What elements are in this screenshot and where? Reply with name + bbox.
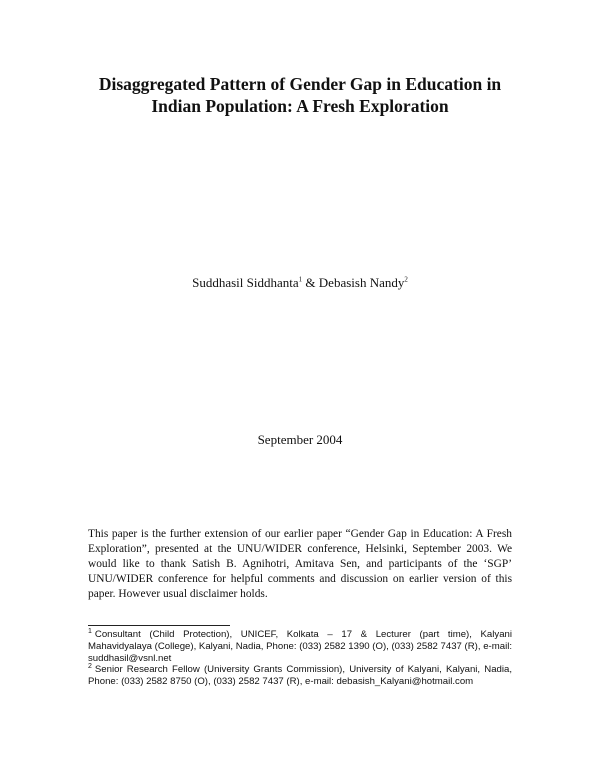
paper-title (60, 73, 540, 117)
author-2-footnote-mark[interactable]: 2 (404, 275, 408, 284)
author-1-footnote-mark[interactable]: 1 (298, 275, 303, 284)
footnote-1-mark: 1 (88, 627, 92, 635)
acknowledgement-paragraph: This paper is the further extension of our earlier paper “Gender Gap in Education: A Fresh Exploration”, presented at the UNU/WIDER conference, Helsinki, September 2003. We would like to thank Satish B. Agnihotri, Amitava Sen, and participants of the ‘SGP’ UNU/WIDER conference for helpful comments and discussion on earlier version of this paper. However usual disclaimer holds. (88, 528, 512, 600)
footnote-2-mark: 2 (88, 663, 92, 671)
publication-date: September 2004 (257, 432, 343, 447)
footnote-separator (88, 625, 230, 626)
author-separator: & (302, 275, 319, 290)
footnotes (88, 629, 512, 688)
footnote-1 (88, 629, 512, 664)
footnote-1-text: Consultant (Child Protection), UNICEF, Kolkata – 17 & Lecturer (part time), Kalyani Mahavidyalaya (College), Kalyani, Nadia, Phone: (033) 2582 1390 (O), (033) 2582 7437 (R), e-mail: suddhasil@vsnl.net (88, 629, 512, 664)
footnote-2 (88, 664, 512, 688)
footnote-2-text: Senior Research Fellow (University Grants Commission), University of Kalyani, Kalyani, Nadia, Phone: (033) 2582 8750 (O), (033) 2582 7437 (R), e-mail: debasish_Kalyani@hotmail.com (88, 664, 512, 688)
title-line-1: Disaggregated Pattern of Gender Gap in Education in (98, 74, 502, 94)
author-1-name: Suddhasil Siddhanta (192, 275, 299, 290)
author-2-name: Debasish Nandy (318, 275, 405, 290)
author-line (0, 275, 600, 291)
title-line-2: Indian Population: A Fresh Exploration (151, 96, 449, 116)
